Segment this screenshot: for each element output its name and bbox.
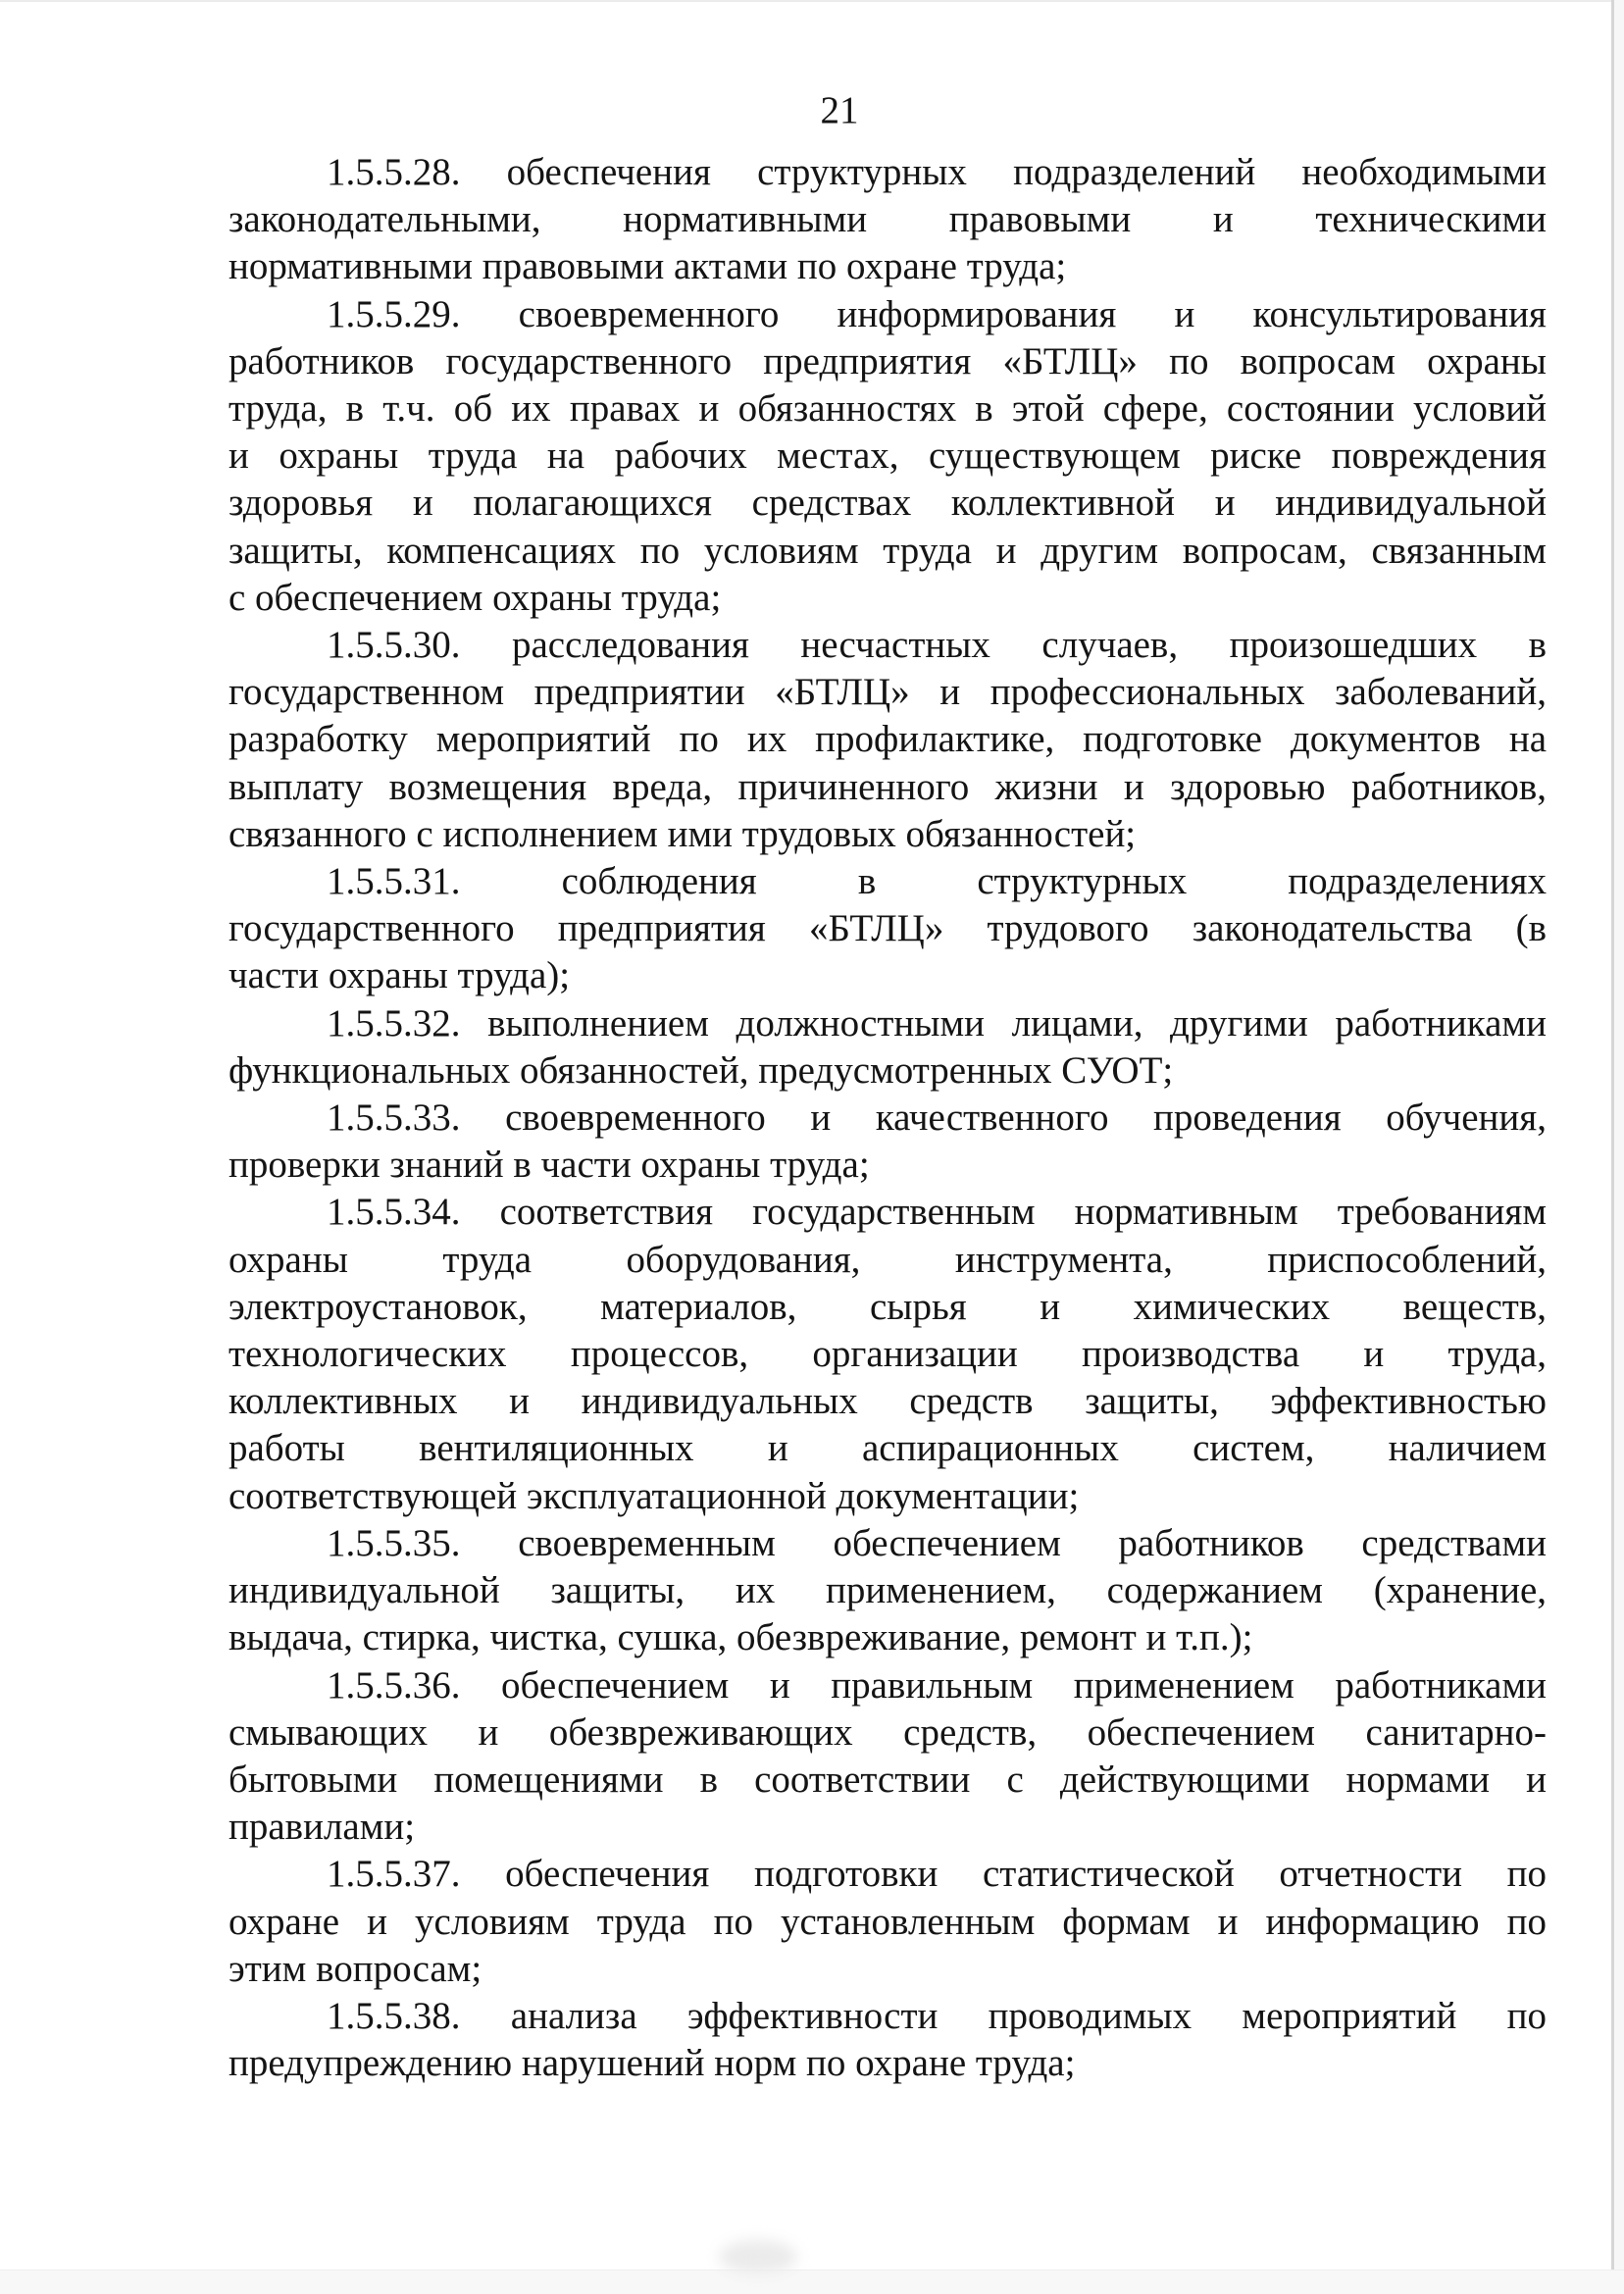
text-line: работников государственного предприятия «БТЛЦ» по вопросам охраны [228, 339, 1547, 382]
paragraph-1.5.5.38 [228, 1993, 1547, 2087]
scan-smudge [719, 2240, 797, 2273]
text-line: разработку мероприятий по их профилактике, подготовке документов на [228, 718, 1547, 761]
text-line: функциональных обязанностей, предусмотренных СУОТ; [228, 1048, 1174, 1092]
text-line: 1.5.5.34. соответствия государственным нормативным требованиям [327, 1191, 1547, 1234]
text-line: труда, в т.ч. об их правах и обязанностях в этой сфере, состоянии условий [228, 387, 1547, 431]
text-line: работы вентиляционных и аспирационных систем, наличием [228, 1427, 1547, 1470]
paragraph-1.5.5.35 [228, 1520, 1547, 1662]
text-line: 1.5.5.29. своевременного информирования и консультирования [327, 292, 1547, 335]
text-line: 1.5.5.35. своевременным обеспечением работников средствами [327, 1521, 1547, 1564]
paragraph-1.5.5.33 [228, 1095, 1547, 1189]
paragraph-1.5.5.32 [228, 1000, 1547, 1095]
text-line: электроустановок, материалов, сырья и химических веществ, [228, 1285, 1547, 1328]
text-line: охране и условиям труда по установленным формам и информацию по [228, 1900, 1547, 1943]
text-line: законодательными, нормативными правовыми и техническими [228, 198, 1547, 241]
text-line: этим вопросам; [228, 1947, 482, 1990]
text-line: с обеспечением охраны труда; [228, 576, 722, 619]
scan-edge-right-band [1614, 0, 1624, 2294]
text-line: проверки знаний в части охраны труда; [228, 1144, 870, 1187]
page-number: 21 [820, 89, 859, 131]
text-line: нормативными правовыми актами по охране труда; [228, 245, 1067, 288]
text-line: 1.5.5.32. выполнением должностными лицами, другими работниками [327, 1001, 1547, 1045]
paragraph-1.5.5.34 [228, 1189, 1547, 1519]
text-line: здоровья и полагающихся средствах коллективной и индивидуальной [228, 482, 1547, 525]
text-line: выплату возмещения вреда, причиненного жизни и здоровью работников, [228, 765, 1547, 808]
text-line: индивидуальной защиты, их применением, содержанием (хранение, [228, 1569, 1547, 1612]
scan-edge-bottom-band [0, 2269, 1624, 2294]
text-line: 1.5.5.30. расследования несчастных случаев, произошедших в [327, 624, 1547, 667]
text-line: 1.5.5.37. обеспечения подготовки статистической отчетности по [327, 1853, 1547, 1896]
text-line: 1.5.5.31. соблюдения в структурных подразделениях [327, 860, 1547, 903]
text-line: государственном предприятии «БТЛЦ» и профессиональных заболеваний, [228, 671, 1547, 714]
text-line: правилами; [228, 1806, 416, 1849]
text-line: коллективных и индивидуальных средств защиты, эффективностью [228, 1380, 1547, 1423]
paragraph-1.5.5.36 [228, 1662, 1547, 1852]
text-line: 1.5.5.33. своевременного и качественного проведения обучения, [327, 1096, 1547, 1140]
paragraph-1.5.5.30 [228, 622, 1547, 858]
text-line: связанного с исполнением ими трудовых обязанностей; [228, 812, 1137, 855]
text-line: части охраны труда); [228, 954, 571, 997]
text-line: 1.5.5.38. анализа эффективности проводимых мероприятий по [327, 1994, 1547, 2037]
text-line: охраны труда оборудования, инструмента, приспособлений, [228, 1238, 1547, 1281]
text-line: смывающих и обезвреживающих средств, обеспечением санитарно- [228, 1710, 1547, 1754]
text-line: и охраны труда на рабочих местах, существующем риске повреждения [228, 434, 1547, 478]
text-line: соответствующей эксплуатационной документации; [228, 1474, 1080, 1517]
text-line: 1.5.5.28. обеспечения структурных подразделений необходимыми [327, 151, 1547, 193]
scan-edge-top [0, 0, 1624, 2]
paragraph-1.5.5.31 [228, 858, 1547, 1000]
text-line: защиты, компенсациях по условиям труда и другим вопросам, связанным [228, 529, 1547, 572]
text-line: выдача, стирка, чистка, сушка, обезвреживание, ремонт и т.п.); [228, 1616, 1253, 1659]
paragraph-1.5.5.37 [228, 1851, 1547, 1993]
paragraph-1.5.5.28 [228, 149, 1547, 291]
text-line: технологических процессов, организации производства и труда, [228, 1333, 1547, 1376]
text-line: 1.5.5.36. обеспечением и правильным применением работниками [327, 1663, 1547, 1707]
paragraph-1.5.5.29 [228, 291, 1547, 622]
document-body [228, 149, 1547, 2087]
text-line: бытовыми помещениями в соответствии с действующими нормами и [228, 1758, 1547, 1801]
text-line: государственного предприятия «БТЛЦ» трудового законодательства (в [228, 907, 1547, 950]
text-line: предупреждению нарушений норм по охране труда; [228, 2042, 1076, 2085]
